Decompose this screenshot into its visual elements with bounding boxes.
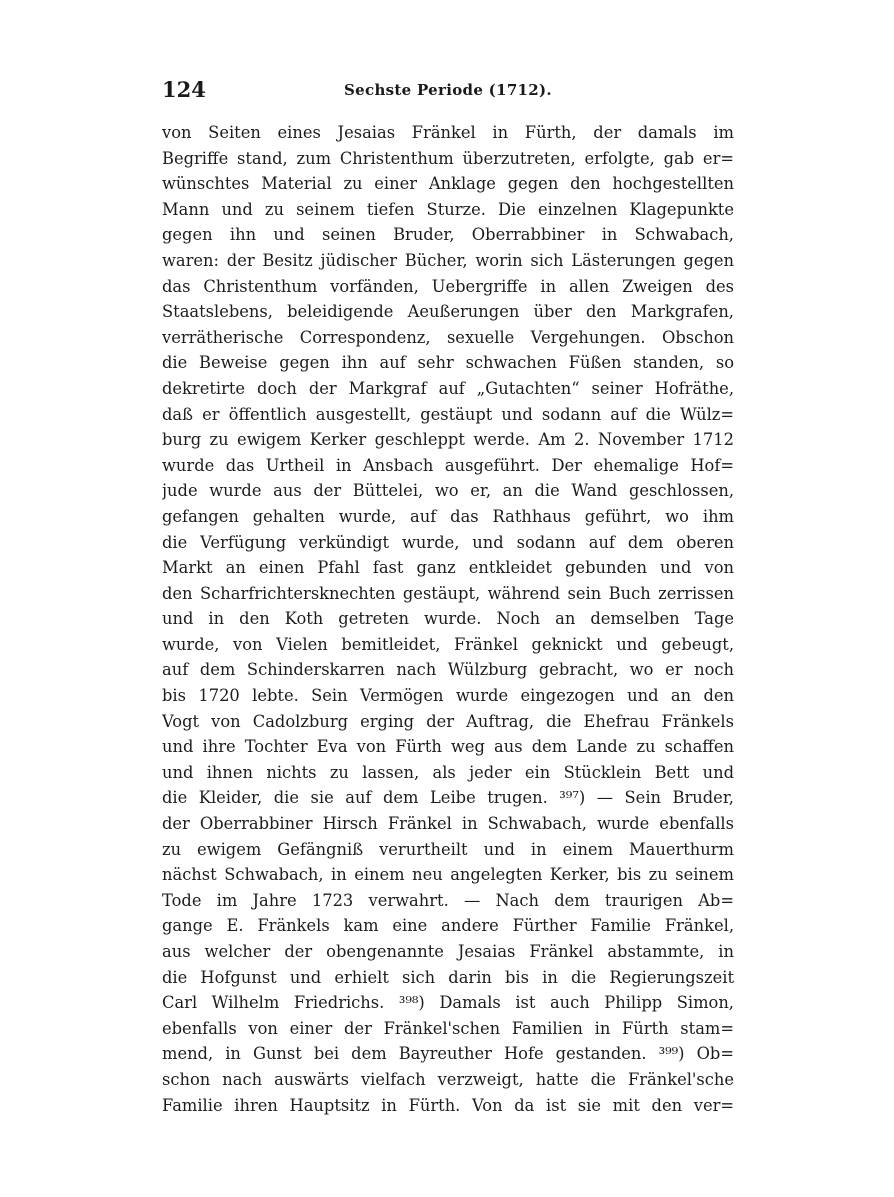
text-line: Mann und zu seinem tiefen Sturze. Die einzelnen Klagepunkte xyxy=(162,199,734,219)
text-line: ebenfalls von einer der Fränkel'schen Familien in Fürth stam= xyxy=(162,1018,734,1038)
text-line: gange E. Fränkels kam eine andere Fürther Familie Fränkel, xyxy=(162,916,734,936)
page-header xyxy=(162,74,734,106)
running-head: Sechste Periode (1712). xyxy=(344,81,552,99)
text-line: von Seiten eines Jesaias Fränkel in Fürth, der damals im xyxy=(162,123,734,142)
text-line: dekretirte doch der Markgraf auf „Gutachten“ seiner Hofräthe, xyxy=(162,378,734,398)
text-line: Staatslebens, beleidigende Aeußerungen über den Markgrafen, xyxy=(162,302,734,322)
text-line: der Oberrabbiner Hirsch Fränkel in Schwabach, wurde ebenfalls xyxy=(162,814,734,834)
text-line: mend, in Gunst bei dem Bayreuther Hofe gestanden. ³⁹⁹) Ob= xyxy=(162,1044,734,1064)
text-line: nächst Schwabach, in einem neu angelegten Kerker, bis zu seinem xyxy=(162,865,734,885)
text-line: zu ewigem Gefängniß verurtheilt und in einem Mauerthurm xyxy=(162,839,734,859)
text-line: schon nach auswärts vielfach verzweigt, hatte die Fränkel'sche xyxy=(162,1069,734,1089)
text-line: Tode im Jahre 1723 verwahrt. — Nach dem traurigen Ab= xyxy=(162,890,734,910)
text-line: gegen ihn und seinen Bruder, Oberrabbiner in Schwabach, xyxy=(162,225,734,245)
text-line: jude wurde aus der Büttelei, wo er, an die Wand geschlossen, xyxy=(162,481,734,501)
text-line: die Beweise gegen ihn auf sehr schwachen Füßen standen, so xyxy=(162,353,734,373)
text-line: Markt an einen Pfahl fast ganz entkleidet gebunden und von xyxy=(162,558,734,578)
text-line: daß er öffentlich ausgestellt, gestäupt und sodann auf die Wülz= xyxy=(162,404,734,424)
text-line: Carl Wilhelm Friedrichs. ³⁹⁸) Damals ist auch Philipp Simon, xyxy=(162,993,734,1013)
text-line: auf dem Schinderskarren nach Wülzburg gebracht, wo er noch xyxy=(162,660,734,680)
text-line: die Verfügung verkündigt wurde, und sodann auf dem oberen xyxy=(162,532,734,552)
text-line: Begriffe stand, zum Christenthum überzutreten, erfolgte, gab er= xyxy=(162,148,734,168)
text-line: wurde das Urtheil in Ansbach ausgeführt. Der ehemalige Hof= xyxy=(162,455,734,475)
page-number: 124 xyxy=(162,77,206,102)
text-line: bis 1720 lebte. Sein Vermögen wurde eingezogen und an den xyxy=(162,686,734,706)
text-line: aus welcher der obengenannte Jesaias Fränkel abstammte, in xyxy=(162,942,734,961)
text-line: Vogt von Cadolzburg erging der Auftrag, die Ehefrau Fränkels xyxy=(162,711,734,731)
text-line: die Kleider, die sie auf dem Leibe trugen. ³⁹⁷) — Sein Bruder, xyxy=(162,788,734,808)
text-line: waren: der Besitz jüdischer Bücher, worin sich Lästerungen gegen xyxy=(162,250,734,270)
text-line: das Christenthum vorfänden, Uebergriffe in allen Zweigen des xyxy=(162,276,734,296)
text-line: und ihnen nichts zu lassen, als jeder ein Stücklein Bett und xyxy=(162,762,734,782)
text-line: den Scharfrichtersknechten gestäupt, während sein Buch zerrissen xyxy=(162,583,734,603)
text-line: burg zu ewigem Kerker geschleppt werde. Am 2. November 1712 xyxy=(162,430,734,450)
text-line: verrätherische Correspondenz, sexuelle Vergehungen. Obschon xyxy=(162,327,734,347)
text-line: und in den Koth getreten wurde. Noch an demselben Tage xyxy=(162,609,734,629)
text-line: wurde, von Vielen bemitleidet, Fränkel geknickt und gebeugt, xyxy=(162,634,734,654)
text-line: wünschtes Material zu einer Anklage gegen den hochgestellten xyxy=(162,174,734,194)
text-line: Familie ihren Hauptsitz in Fürth. Von da ist sie mit den ver= xyxy=(162,1095,734,1115)
text-line: die Hofgunst und erhielt sich darin bis in die Regierungszeit xyxy=(162,967,734,987)
text-line: gefangen gehalten wurde, auf das Rathhaus geführt, wo ihm xyxy=(162,506,734,526)
text-line: und ihre Tochter Eva von Fürth weg aus dem Lande zu schaffen xyxy=(162,737,734,757)
body-text xyxy=(162,120,734,1118)
